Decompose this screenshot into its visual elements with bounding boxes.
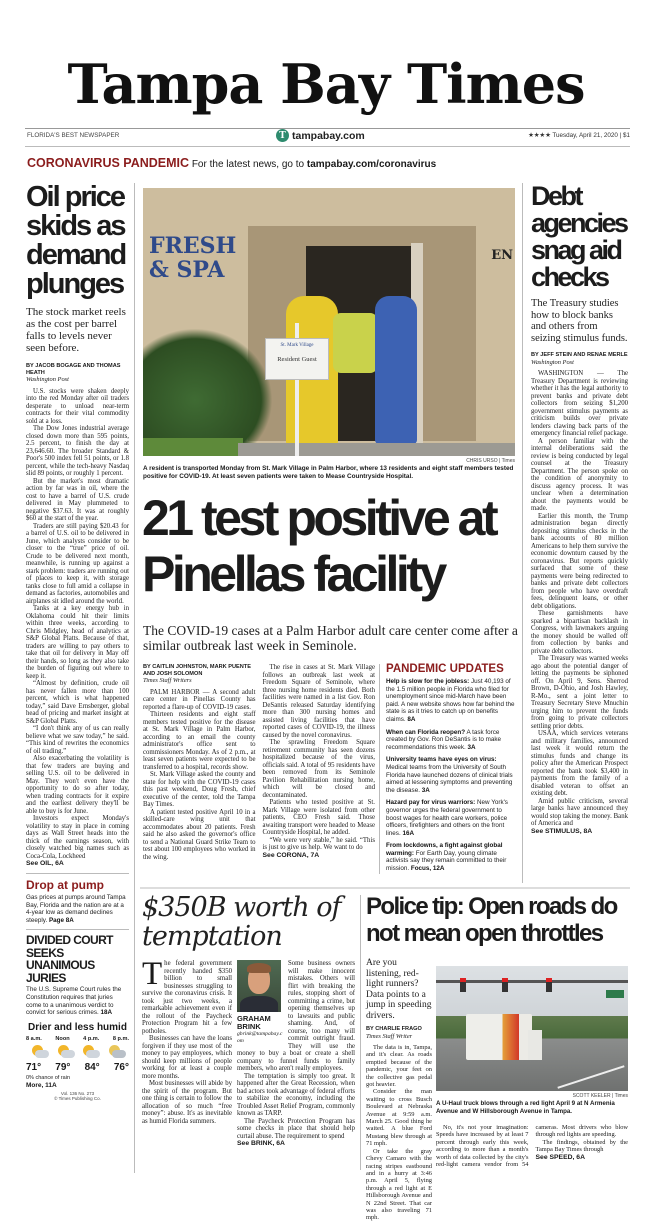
paragraph: The sprawling Freedom Square retirement community has seen dozens hospitalized because of the virus, officials said. A total of 95 residents have been removed from its Seminole Pavilion Rehabilitation nursing home, which will be closed and decontaminated. — [262, 739, 375, 799]
partly-cloudy-icon — [106, 1045, 126, 1059]
debt-byline: BY JEFF STEIN AND RENAE MERLE — [531, 352, 628, 358]
update-lead: Help is slow for the jobless: — [386, 678, 470, 685]
paragraph: Amid public criticism, several large banks have announced they would stop taking the money. Bank of America and — [531, 797, 628, 827]
update-text: Just 40,193 of the 1.5 million people in Florida who filed for unemployment since mid-March have been paid. A new website shows how far behind the state is as it tries to catch up on benefits claims. — [386, 678, 515, 723]
paragraph: Traders are still paying $20.43 for a barrel of U.S. oil to be delivered in June, which analysts consider to be closer to the “true” price of oil. Crude to be delivered next month, meanwhile, is running up against a stark problem: traders are running out of places to keep it, with storage tanks close to full amid a collapse in demand as factories, automobiles and airplanes sit idled around the world. — [26, 522, 129, 605]
oil-headline[interactable]: Oil price skids as demand plunges — [26, 181, 126, 300]
pump-text: Gas prices at pumps around Tampa Bay, Florida and the nation are at a 4-year low as demand declines steeply. Page 8A — [26, 894, 126, 924]
paragraph: The rise in cases at St. Mark Village follows an outbreak last week at Freedom Square of Seminole, where three nursing home residents died. Both facilities were named in a list Gov. Ron DeSantis released Saturday identifying more than 300 nursing homes and assisted living facilities that have reported cases of COVID-19, the illness caused by the novel coronavirus. — [262, 664, 375, 739]
police-byline: BY CHARLIE FRAGO — [366, 1026, 422, 1032]
lead-body — [143, 664, 375, 861]
street-sign — [606, 990, 624, 998]
debt-body — [531, 370, 628, 828]
paragraph: “Almost by definition, crude oil has never fallen more than 100 percent, which is what happened today,” said Dave Ernsberger, global head of pricing and market insight at S&P Global Platts. — [26, 680, 129, 725]
brink-jump[interactable]: See BRINK, 6A — [237, 1140, 285, 1147]
update-item[interactable] — [386, 842, 516, 872]
paragraph: PALM HARBOR — A second adult care center in Pinellas County has reported a flare-up of COVID-19 cases. — [143, 688, 256, 711]
court-text: The U.S. Supreme Court rules the Constitution requires that juries come to a unanimous verdict to convict for serious crimes. 18A — [26, 986, 122, 1017]
section-divider — [140, 887, 630, 889]
dateline: ★★★★ Tuesday, April 21, 2020 | $1 — [528, 132, 630, 139]
police-agency: Times Staff Writer — [366, 1032, 413, 1040]
lead-byline: BY CAITLIN JOHNSTON, MARK PUENTE AND JOSH SOLOMON — [143, 664, 251, 677]
divider — [26, 873, 129, 874]
author-email[interactable]: gbrink@tampabay.com — [237, 1030, 283, 1044]
lead-jump[interactable]: See CORONA, 7A — [262, 851, 320, 859]
column-rule — [379, 664, 380, 874]
left-column — [26, 183, 129, 1101]
lead-deck: The COVID-19 cases at a Palm Harbor adult care center come after a similar outbreak last week in Seminole. — [143, 623, 518, 653]
paragraph: The data is in, Tampa, and it's clear. As roads emptied because of the pandemic, your feet on the collective gas pedal got heavier. — [366, 1044, 432, 1089]
debt-agency: Washington Post — [531, 358, 574, 366]
updates-title: PANDEMIC UPDATES — [386, 663, 504, 675]
author-name: GRAHAM BRINK — [237, 1014, 271, 1031]
wall-sign-text: FRESH & SPA — [149, 233, 237, 283]
paragraph: A patient tested positive April 10 in a skilled-care wing unit that accommodates about 20 patients. Fresh said he also asked the governor's office to send a National Guard Strike Team to test about 100 employees who worked in the wing. — [143, 808, 256, 861]
paragraph: Tanks at a key energy hub in Oklahoma could hit their limits within three weeks, according to Chris Midgley, head of analytics at S&P Global Platts. Because of that, traders are willing to pay others to take that oil for delivery in May off their hands, so long as they also take the burden of figuring out where to keep it. — [26, 605, 129, 680]
author-headshot — [237, 960, 281, 1012]
court-headline: DIVIDED COURT SEEKS UNANIMOUS JURIES — [26, 933, 113, 985]
update-ref: 16A — [402, 829, 415, 837]
price: $1 — [622, 132, 630, 139]
paragraph: Patients who tested positive at St. Mark Village were isolated from other patients, CEO Fresh said. Those awaiting transport were headed to Mease Countryside Hospital, he added. — [262, 799, 375, 836]
oil-body — [26, 388, 129, 861]
police-photo-caption: A U-Haul truck blows through a red light April 9 at N Armenia Avenue and W Hillsborough Avenue in Tampa. — [436, 1100, 615, 1115]
update-item[interactable] — [386, 799, 516, 837]
paragraph: Consider the man waiting to cross Busch Boulevard at Nebraska Avenue at 9:59 a.m. March 25. Good thing he waited. A blue Ford Mustang blew through at 71 mph. — [366, 1088, 432, 1148]
update-text: A task force created by Gov. Ron DeSantis is to make recommendations this week. — [386, 728, 502, 751]
weather-headline: Drier and less humid — [28, 1021, 127, 1033]
paragraph: USAA, which services veterans and military families, announced last week it would return the stimulus funds and change its policy after the American Prospect reported the bank took $3,400 in payments from the family of a disabled veteran to offset an existing debt. — [531, 730, 628, 797]
truck-cab — [528, 1030, 542, 1060]
paragraph: WASHINGTON — The Treasury Department is reviewing whether it has the legal authority to prevent banks and private debt collectors from seizing $1,200 government stimulus payments as criticism builds over private lenders clawing back parts of the emergency financial relief package. — [531, 370, 628, 437]
issue-date: Tuesday, April 21, 2020 — [552, 132, 618, 139]
update-ref: 3A — [467, 743, 476, 751]
divider — [26, 929, 129, 930]
weather-temps: 71° 79° 84° 76° — [26, 1061, 129, 1073]
paragraph: Thirteen residents and eight staff members tested positive for the disease at St. Mark Village in Palm Harbor, according to an email the county administrator's office sent to commissioners Monday. As of 2 p.m., at least seven patients were expected to be transferred to a hospital, records show. — [143, 711, 256, 771]
paragraph: The Dow Jones industrial average closed down more than 595 points, 2.5 percent, to finish the day at 23,646.60. The broader Standard & Poor's 500 index fell 51 points, or 1.8 percent, while the tech-heavy Nasdaq slid 89 points, or roughly 1 percent. — [26, 425, 129, 477]
plants — [143, 328, 273, 448]
oil-deck: The stock market reels as the cost per barrel falls to levels never seen before. — [26, 306, 126, 354]
paragraph: Some business owners will make innocent mistakes. Others will flirt with breaking the rules, stopping short of committing a crime, but opening themselves up to lawsuits and public shaming. And, of course, too many will commit outright fraud. They will use the money to buy a boat or create a shell company to funnel funds to family members, who aren't really employees. — [237, 960, 355, 1072]
site-link[interactable] — [276, 129, 365, 142]
road-marking — [557, 1065, 624, 1089]
update-ref: 8A — [407, 715, 416, 723]
photo-caption: A resident is transported Monday from St. Mark Village in Palm Harbor, where 13 residents and eight staff members tested positive for COVID-19. At least seven patients were taken to Mease Countryside Hospital. — [143, 465, 514, 480]
paragraph: Or take the gray Chevy Camaro with the racing stripes eastbound and in a hurry at 3:46 p.m. April 5, flying through a red light at E Hillsborough Avenue and N 22nd Street. That car was also traveling 71 mph. — [366, 1147, 432, 1222]
update-lead: University teams have eyes on virus: — [386, 756, 497, 764]
weather-box[interactable] — [26, 1022, 129, 1101]
updates-list — [386, 678, 516, 873]
author-card — [237, 960, 283, 1045]
update-text: New York's governor urges the federal government to boost wages for health care workers, police officers, firefighters and others on the front lines. — [386, 799, 508, 837]
brink-body-col2 — [237, 960, 355, 1148]
police-photo[interactable] — [436, 966, 628, 1091]
paragraph: A person familiar with the internal deliberations said the review is being conducted by legal counsel at the Treasury Department. The person spoke on the condition of anonymity to discuss agency process. It was unclear when a determination about the payments would be made. — [531, 437, 628, 512]
wall-sign-text-right: EN — [491, 248, 513, 263]
update-ref: 3A — [421, 786, 430, 794]
update-text: Medical teams from the University of South Florida have launched dozens of clinical trials aimed at lessening symptoms and preventing the disease. — [386, 763, 513, 794]
partly-sunny-icon — [29, 1045, 49, 1059]
oil-jump[interactable]: See OIL, 6A — [26, 860, 64, 867]
uhaul-truck — [466, 1014, 532, 1060]
paragraph: St. Mark Village asked the county and state for help with the COVID-19 cases this past weekend, Doug Fresh, chief executive of the center, told the Tampa Bay Times. — [143, 771, 256, 808]
paragraph: The Paycheck Protection Program has some checks in place that should help curtail abuse. The requirement to spend — [237, 1117, 355, 1140]
paragraph: But the market's most dramatic action by far was in oil, where the cost to have a barrel of U.S. crude delivered in May plummeted to negative $37.63. It was at roughly $60 at the start of the year. — [26, 477, 129, 522]
paragraph: The Treasury was warned weeks ago about the potential danger of letting the payments be siphoned off. On April 9, Sens. Sherrod Brown, D-Ohio, and Josh Hawley, R-Mo., sent a joint letter to Treasury Secretary Steve Mnuchin urging him to prevent the funds from going to private collectors settling prior debts. — [531, 655, 628, 730]
paragraph: The temptation is simply too great. It happened after the Great Recession, when bad actors took advantage of federal efforts to stabilize the economy, including the Troubled Asset Relief Program, commonly known as TARP. — [237, 1072, 356, 1117]
banner-link[interactable]: tampabay.com/coronavirus — [306, 159, 437, 170]
update-ref: Focus, 12A — [410, 865, 445, 873]
paragraph: No, it's not your imagination: Speeds have increased by at least 7 percent through early this week, according to more than a month's worth of data collected by the city's red-light camera vendor from 54 cameras. Most drivers who blow through red lights are speeding. — [436, 1124, 628, 1169]
lawn — [143, 438, 243, 456]
sidewalk — [238, 443, 515, 456]
column-rule — [522, 183, 523, 883]
stretcher-patient — [333, 313, 378, 373]
update-item[interactable] — [386, 729, 516, 752]
masthead-logo[interactable]: Tampa Bay Times — [67, 52, 585, 116]
partly-sunny-icon — [55, 1045, 75, 1059]
paragraph: Also exacerbating the volatility is that few traders are buying and selling U.S. oil to be delivered in May. They won't even have the opportunity to do so after today, when trading contracts for it expire and the earliest delivery they'll be able to buy is for June. — [26, 755, 129, 815]
police-sidebar — [366, 958, 432, 1222]
update-text: For Earth Day, young climate activists say they remain committed to their mission. — [386, 849, 507, 873]
paragraph: The federal government recently handed $350 billion to small businesses struggling to survive the coronavirus crisis. It took just two weeks, a remarkable achievement even if the rollout of the Paycheck Protection Program hit a few potholes. — [142, 956, 232, 1035]
paragraph: U.S. stocks were shaken deeply into the red Monday after oil traders desperate to unload near-term contracts for their vital commodity sold at a loss. — [26, 387, 129, 425]
banner-label: CORONAVIRUS PANDEMIC — [27, 156, 190, 170]
pump-headline: Drop at pump — [26, 878, 104, 892]
masthead-rule-bottom — [25, 146, 630, 147]
debt-deck: The Treasury studies how to block banks and others from seizing stimulus funds. — [531, 298, 628, 344]
debt-headline[interactable]: Debt agencies snag aid checks — [531, 181, 627, 292]
weather-times: 8 a.m. Noon 4 p.m. 8 p.m. — [26, 1035, 129, 1042]
lead-story-body — [143, 664, 375, 861]
update-item[interactable] — [386, 678, 516, 724]
police-body-cols — [436, 1124, 628, 1168]
column-rule — [134, 183, 135, 1173]
lead-headline[interactable]: 21 test positive at Pinellas facility — [142, 490, 496, 602]
oil-story — [26, 183, 129, 868]
brink-body-col1 — [142, 956, 232, 1125]
police-body-col1 — [366, 1044, 432, 1222]
weather-more[interactable]: More, 11A — [26, 1081, 57, 1089]
copyright: © Times Publishing Co. — [54, 1095, 101, 1101]
lead-photo[interactable] — [143, 188, 515, 456]
rain-chance: 0% chance of rain — [26, 1074, 71, 1081]
paragraph: Earlier this month, the Trump administration began directly depositing stimulus checks in the bank accounts of 80 million Americans to help them survive the economic downturn caused by the coronavirus. But reports quickly surfaced that some of these payments were being redirected to banks and private debt collectors from people who have overdraft fees, delinquent loans, or other debt obligations. — [531, 512, 628, 610]
lead-agency: Times Staff Writers — [143, 677, 192, 684]
oil-agency: Washington Post — [26, 376, 69, 383]
weather-icons — [26, 1042, 129, 1062]
edition-stars: ★★★★ — [528, 132, 551, 139]
court-teaser[interactable] — [26, 934, 129, 1016]
police-photo-credit: SCOTT KEELER | Times — [572, 1093, 628, 1099]
tampabay-logo-icon: T — [276, 129, 289, 142]
paragraph: The findings, obtained by the Tampa Bay Times through — [535, 1138, 628, 1154]
column-rule — [360, 895, 361, 1170]
paragraph: “We were very stable,” he said. “This is just to give us help. We want to do — [262, 836, 375, 851]
banner-text: For the latest news, go to — [191, 159, 305, 170]
pump-teaser[interactable] — [26, 878, 129, 924]
volume-info: Vol. 136 No. 273 — [60, 1090, 95, 1096]
police-deck: Are you listening, red-light runners? Data points to a jump in speeding drivers. — [366, 958, 432, 1021]
resident-sign: St. Mark Village Resident Guest — [265, 338, 329, 380]
police-jump[interactable]: See SPEED, 6A — [535, 1153, 585, 1161]
coronavirus-banner[interactable] — [27, 156, 436, 170]
pandemic-updates — [386, 663, 516, 878]
debt-story — [531, 183, 628, 836]
partly-sunny-icon — [80, 1045, 100, 1059]
paragraph: These garnishments have sparked a bipartisan backlash in Congress, with lawmakers arguing the money should be walled off from collection by banks and private debt collectors. — [531, 610, 628, 655]
drop-cap: T — [142, 956, 163, 992]
tagline: FLORIDA'S BEST NEWSPAPER — [27, 132, 120, 139]
update-lead: From lockdowns, a fight against global warming: — [386, 842, 503, 857]
site-label: tampabay.com — [292, 129, 365, 142]
oil-byline: BY JACOB BOGAGE AND THOMAS HEATH — [26, 363, 121, 376]
update-lead: Hazard pay for virus warriors: — [386, 799, 476, 807]
brink-headline[interactable]: $350B worth of temptation — [142, 892, 341, 952]
paragraph: Businesses can have the loans forgiven if they use most of the money to pay employees, which should keep millions of people working for at least a couple more months. — [142, 1035, 232, 1080]
traffic-light-icon — [502, 978, 508, 992]
photo-credit: CHRIS URSO | Times — [466, 458, 515, 464]
update-lead: When can Florida reopen? — [386, 728, 466, 736]
update-item[interactable] — [386, 756, 516, 794]
paragraph: Most businesses will abide by the spirit of the program. But one thing is certain to follow the allocation of so much “free money”: abuse. It's as inevitable as humid Florida summers. — [142, 1080, 232, 1125]
paragraph: Investors expect Monday's volatility to stay in place in coming days as Wall Street heads into the thick of the earnings season, with closely watched big names such as Coca-Cola, Lockheed — [26, 815, 129, 860]
paragraph: “I don't think any of us can really believe what we saw today,” he said. “This kind of rewrites the economics of oil trading.” — [26, 725, 129, 755]
traffic-light-icon — [546, 978, 552, 992]
police-headline[interactable]: Police tip: Open roads do not mean open throttles — [366, 893, 617, 947]
debt-jump[interactable]: See STIMULUS, 8A — [531, 827, 593, 835]
medic-blue — [375, 296, 417, 444]
traffic-light-icon — [460, 978, 466, 992]
